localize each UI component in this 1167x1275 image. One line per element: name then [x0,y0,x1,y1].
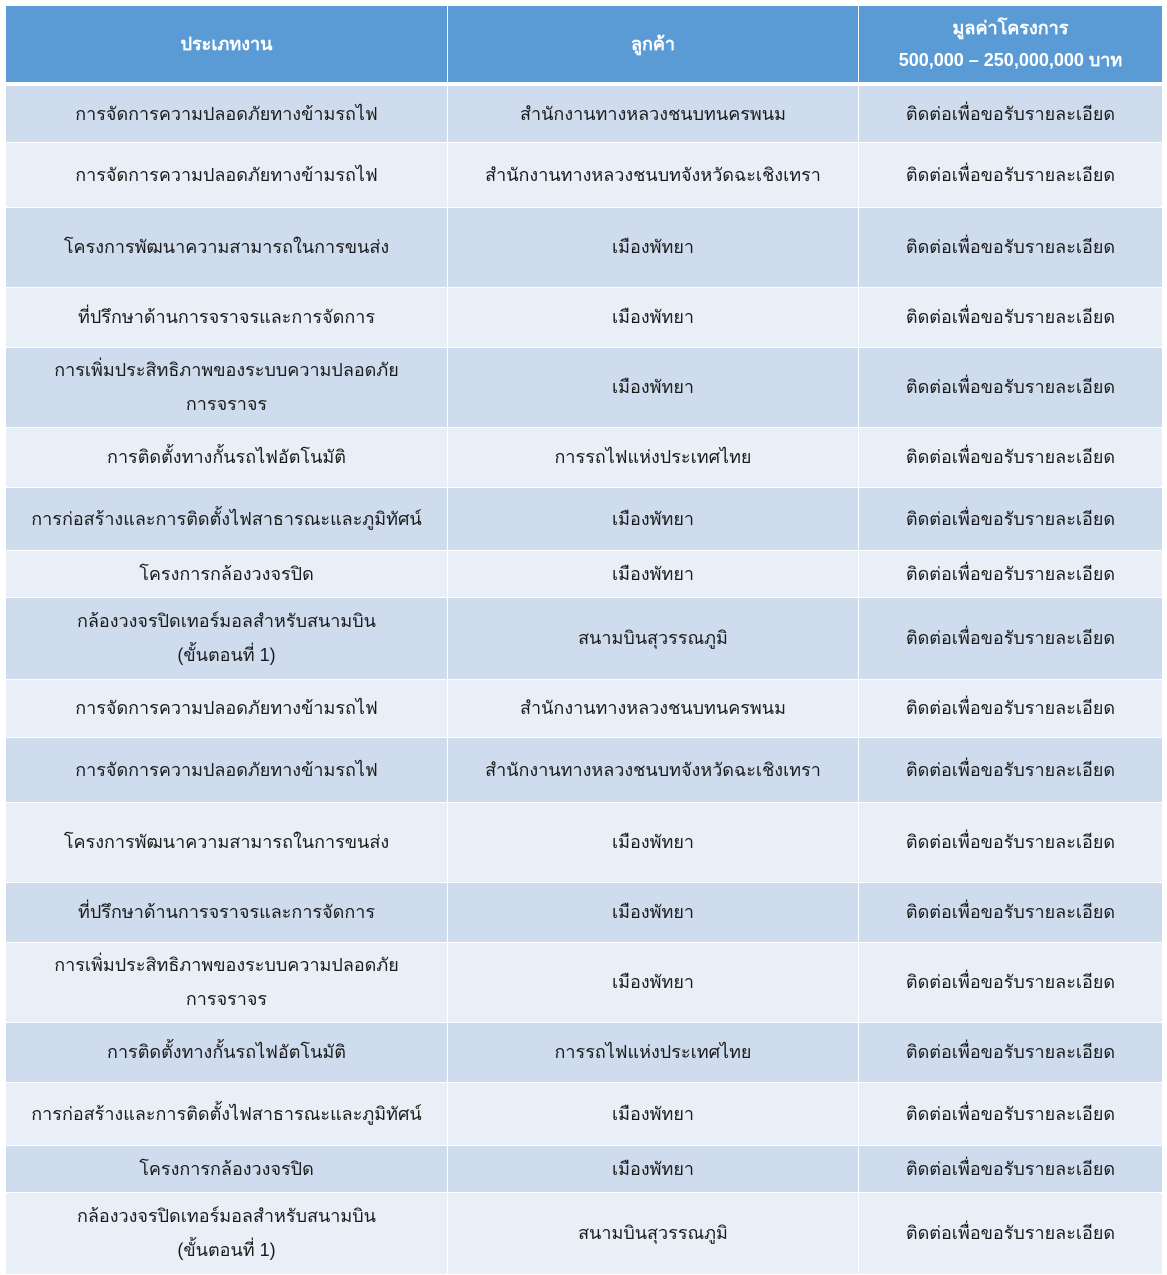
project-type-text: (ขั้นตอนที่ 1) [177,1240,276,1260]
header-client [448,6,859,85]
client-text: เมืองพัทยา [611,508,694,529]
table-row [6,942,1163,1022]
client-text: เมืองพัทยา [611,377,694,397]
cell-client [448,737,859,802]
cell-project-type [6,802,448,882]
header-project-type [6,6,448,85]
cell-client [448,1192,859,1274]
project-type-text: ที่ปรึกษาด้านการจราจรและการจัดการ [77,307,376,327]
cell-project-value [859,347,1163,427]
cell-project-type [6,1082,448,1145]
cell-client [448,942,859,1022]
cell-client [448,427,859,487]
cell-project-value [859,1192,1163,1274]
cell-project-type [6,679,448,737]
project-value-text: ติดต่อเพื่อขอรับรายละเอียด [905,832,1116,852]
project-type-text: การจราจร [185,989,268,1009]
cell-project-value [859,802,1163,882]
project-value-text: ติดต่อเพื่อขอรับรายละเอียด [905,508,1116,529]
cell-client [448,347,859,427]
client-text: สำนักงานทางหลวงชนบทจังหวัดฉะเชิงเทรา [485,164,821,185]
project-type-text: (ขั้นตอนที่ 1) [177,645,276,665]
project-value-text: ติดต่อเพื่อขอรับรายละเอียด [905,902,1116,922]
cell-client [448,287,859,347]
client-text: เมืองพัทยา [611,972,694,992]
header-client-label: ลูกค้า [630,34,676,54]
table-row [6,1022,1163,1082]
project-type-text: โครงการพัฒนาความสามารถในการขนส่ง [63,237,390,257]
project-value-text: ติดต่อเพื่อขอรับรายละเอียด [905,103,1116,124]
project-value-text: ติดต่อเพื่อขอรับรายละเอียด [905,237,1116,257]
table-row [6,1192,1163,1274]
project-value-text: ติดต่อเพื่อขอรับรายละเอียด [905,1042,1116,1062]
client-text: เมืองพัทยา [611,307,694,327]
table-row [6,427,1163,487]
client-text: สำนักงานทางหลวงชนบทนครพนม [520,698,786,718]
cell-project-type [6,882,448,942]
project-type-text: โครงการกล้องวงจรปิด [139,563,314,584]
project-type-text: การติดตั้งทางกั้นรถไฟอัตโนมัติ [107,1042,346,1062]
project-value-text: ติดต่อเพื่อขอรับรายละเอียด [905,972,1116,992]
cell-project-value [859,487,1163,550]
cell-project-type [6,207,448,287]
header-project-value-range: 500,000 – 250,000,000 บาท [898,50,1123,70]
client-text: เมืองพัทยา [611,563,694,584]
client-text: สนามบินสุวรรณภูมิ [578,628,728,648]
project-value-text: ติดต่อเพื่อขอรับรายละเอียด [905,447,1116,467]
project-type-text: การก่อสร้างและการติดตั้งไฟสาธารณะและภูมิทัศน์ [31,1103,422,1124]
header-project-value [859,6,1163,85]
client-text: เมืองพัทยา [611,1103,694,1124]
cell-project-value [859,679,1163,737]
project-value-text: ติดต่อเพื่อขอรับรายละเอียด [905,307,1116,327]
project-type-text: การก่อสร้างและการติดตั้งไฟสาธารณะและภูมิทัศน์ [31,508,422,529]
cell-client [448,84,859,142]
client-text: สนามบินสุวรรณภูมิ [578,1223,728,1243]
client-text: สำนักงานทางหลวงชนบทจังหวัดฉะเชิงเทรา [485,759,821,780]
project-type-text: โครงการกล้องวงจรปิด [139,1158,314,1179]
cell-project-value [859,427,1163,487]
cell-project-value [859,1145,1163,1192]
cell-client [448,487,859,550]
table-row [6,550,1163,597]
cell-project-type [6,427,448,487]
cell-project-type [6,142,448,207]
header-project-value-label: มูลค่าโครงการ [952,18,1069,38]
cell-project-value [859,1082,1163,1145]
project-type-text: การจัดการความปลอดภัยทางข้ามรถไฟ [75,759,378,780]
table-header [6,6,1163,85]
cell-project-value [859,287,1163,347]
cell-project-value [859,207,1163,287]
cell-client [448,679,859,737]
cell-client [448,802,859,882]
cell-client [448,550,859,597]
cell-project-value [859,737,1163,802]
project-type-text: การจัดการความปลอดภัยทางข้ามรถไฟ [75,698,378,718]
header-project-type-label: ประเภทงาน [180,34,273,54]
table-row [6,597,1163,679]
table-row [6,487,1163,550]
cell-project-value [859,597,1163,679]
cell-project-type [6,1022,448,1082]
table-row [6,737,1163,802]
cell-client [448,882,859,942]
cell-project-type [6,942,448,1022]
cell-project-type [6,1192,448,1274]
project-value-text: ติดต่อเพื่อขอรับรายละเอียด [905,1223,1116,1243]
project-value-text: ติดต่อเพื่อขอรับรายละเอียด [905,377,1116,397]
client-text: เมืองพัทยา [611,902,694,922]
project-type-text: ที่ปรึกษาด้านการจราจรและการจัดการ [77,902,376,922]
client-text: การรถไฟแห่งประเทศไทย [554,447,752,467]
project-type-text: โครงการพัฒนาความสามารถในการขนส่ง [63,832,390,852]
table-row [6,802,1163,882]
projects-table-container [5,5,1162,1275]
project-type-text: การจัดการความปลอดภัยทางข้ามรถไฟ [75,103,378,124]
projects-table [5,5,1163,1275]
table-body [6,84,1163,1274]
table-row [6,84,1163,142]
project-value-text: ติดต่อเพื่อขอรับรายละเอียด [905,563,1116,584]
table-row [6,1082,1163,1145]
client-text: การรถไฟแห่งประเทศไทย [554,1042,752,1062]
project-value-text: ติดต่อเพื่อขอรับรายละเอียด [905,628,1116,648]
table-row [6,1145,1163,1192]
project-type-text: กล้องวงจรปิดเทอร์มอลสำหรับสนามบิน [76,1206,376,1226]
cell-client [448,1145,859,1192]
project-value-text: ติดต่อเพื่อขอรับรายละเอียด [905,1158,1116,1179]
cell-project-value [859,882,1163,942]
project-type-text: การจัดการความปลอดภัยทางข้ามรถไฟ [75,164,378,185]
project-type-text: การเพิ่มประสิทธิภาพของระบบความปลอดภัย [54,955,399,975]
cell-project-type [6,550,448,597]
cell-client [448,142,859,207]
project-value-text: ติดต่อเพื่อขอรับรายละเอียด [905,1103,1116,1124]
table-row [6,347,1163,427]
cell-project-value [859,550,1163,597]
project-type-text: กล้องวงจรปิดเทอร์มอลสำหรับสนามบิน [76,611,376,631]
table-row [6,207,1163,287]
cell-project-type [6,84,448,142]
table-row [6,882,1163,942]
client-text: เมืองพัทยา [611,1158,694,1179]
cell-client [448,1022,859,1082]
cell-project-value [859,1022,1163,1082]
project-type-text: การติดตั้งทางกั้นรถไฟอัตโนมัติ [107,447,346,467]
cell-client [448,207,859,287]
cell-project-type [6,1145,448,1192]
project-type-text: การเพิ่มประสิทธิภาพของระบบความปลอดภัย [54,360,399,380]
project-value-text: ติดต่อเพื่อขอรับรายละเอียด [905,164,1116,185]
cell-project-type [6,597,448,679]
cell-project-type [6,487,448,550]
table-row [6,679,1163,737]
project-value-text: ติดต่อเพื่อขอรับรายละเอียด [905,759,1116,780]
cell-client [448,597,859,679]
cell-project-value [859,942,1163,1022]
cell-project-type [6,347,448,427]
client-text: สำนักงานทางหลวงชนบทนครพนม [520,103,786,124]
cell-project-value [859,142,1163,207]
project-value-text: ติดต่อเพื่อขอรับรายละเอียด [905,698,1116,718]
client-text: เมืองพัทยา [611,832,694,852]
cell-project-type [6,287,448,347]
client-text: เมืองพัทยา [611,237,694,257]
project-type-text: การจราจร [185,394,268,414]
header-row [6,6,1163,85]
table-row [6,142,1163,207]
table-row [6,287,1163,347]
cell-project-type [6,737,448,802]
cell-project-value [859,84,1163,142]
cell-client [448,1082,859,1145]
